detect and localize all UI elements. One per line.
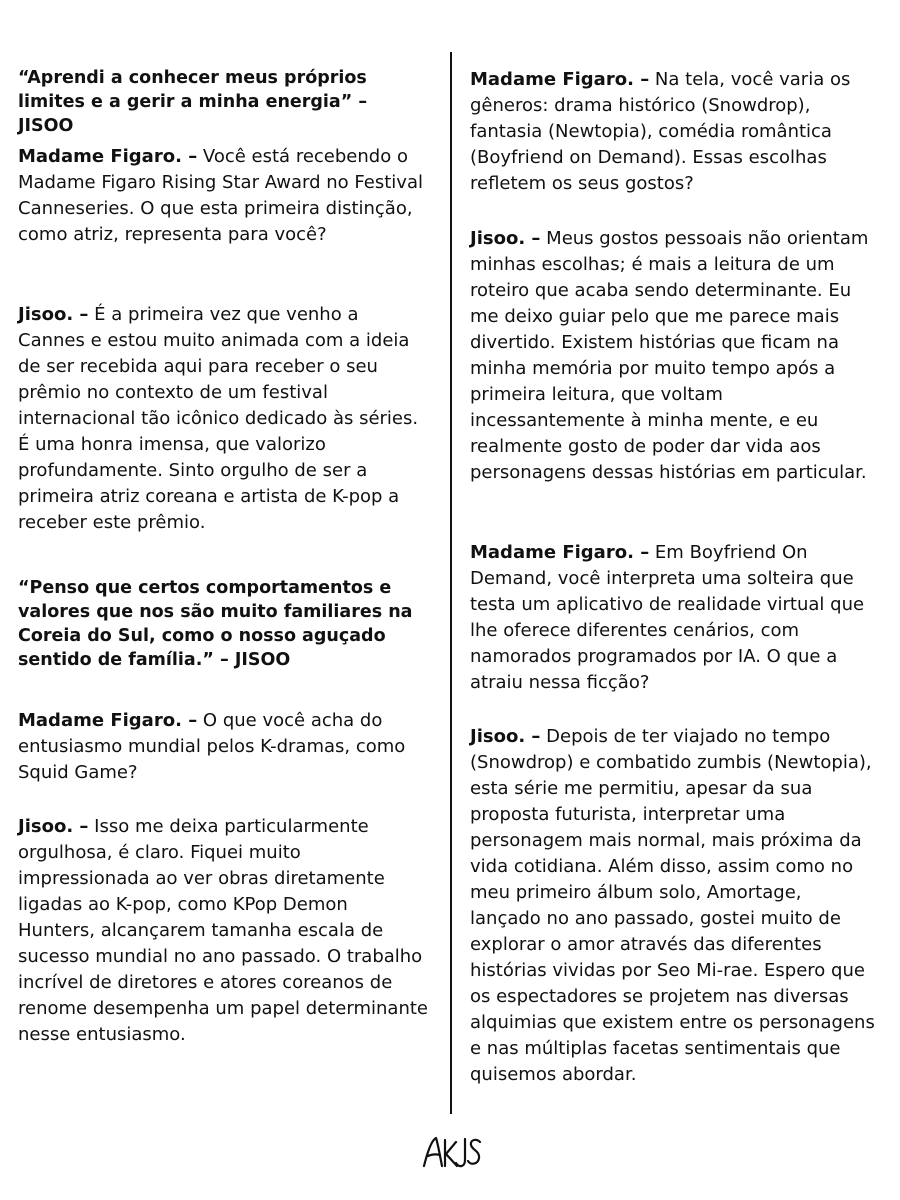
text-line: os espectadores se projetem nas diversas — [470, 986, 849, 1007]
text-line: minhas escolhas; é mais a leitura de um — [470, 254, 835, 275]
text-line: alquimias que existem entre os personagens — [470, 1012, 875, 1033]
question-genres — [470, 67, 850, 197]
text-line: Cannes e estou muito animada com a ideia — [18, 330, 410, 351]
text-line: vida cotidiana. Além disso, assim como no — [470, 856, 854, 877]
text-line: personagens dessas histórias em particular. — [470, 462, 867, 483]
text-line: como atriz, representa para você? — [18, 224, 327, 245]
answer-rising-star-award — [18, 302, 418, 536]
text-line: incessantemente à minha mente, e eu — [470, 410, 819, 431]
text-line: valores que nos são muito familiares na — [18, 602, 413, 622]
text-line: “Penso que certos comportamentos e — [18, 578, 392, 598]
text-line: Madame Figaro. – Você está recebendo o — [18, 146, 408, 167]
pull-quote-family — [18, 576, 413, 672]
text-line: (Boyfriend on Demand). Essas escolhas — [470, 147, 827, 168]
text-line: explorar o amor através das diferentes — [470, 934, 822, 955]
text-line: Madame Figaro. – Na tela, você varia os — [470, 69, 851, 90]
text-line: me deixo guiar pelo que me parece mais — [470, 306, 840, 327]
text-line: ligadas ao K-pop, como KPop Demon — [18, 894, 348, 915]
text-line: Coreia do Sul, como o nosso aguçado — [18, 626, 386, 646]
text-line: Canneseries. O que esta primeira distinção, — [18, 198, 413, 219]
question-kdramas — [18, 708, 405, 786]
text-line: Squid Game? — [18, 762, 138, 783]
answer-genres — [470, 226, 868, 486]
text-line: JISOO — [18, 116, 74, 136]
answer-kdramas — [18, 814, 428, 1048]
text-line: profundamente. Sinto orgulho de ser a — [18, 460, 368, 481]
text-line: (Snowdrop) e combatido zumbis (Newtopia), — [470, 752, 872, 773]
text-line: limites e a gerir a minha energia” – — [18, 92, 368, 112]
text-line: histórias vividas por Seo Mi-rae. Espero que — [470, 960, 865, 981]
text-line: sucesso mundial no ano passado. O trabalho — [18, 946, 423, 967]
text-line: Jisoo. – Depois de ter viajado no tempo — [470, 726, 831, 747]
text-line: “Aprendi a conhecer meus próprios — [18, 68, 367, 88]
text-line: sentido de família.” – JISOO — [18, 650, 291, 670]
text-line: atraiu nessa ficção? — [470, 672, 650, 693]
text-line: gêneros: drama histórico (Snowdrop), — [470, 95, 811, 116]
text-line: e nas múltiplas facetas sentimentais que — [470, 1038, 841, 1059]
text-line: refletem os seus gostos? — [470, 173, 694, 194]
answer-boyfriend-on-demand — [470, 724, 875, 1088]
text-line: receber este prêmio. — [18, 512, 206, 533]
text-line: primeira leitura, que voltam — [470, 384, 723, 405]
text-line: Demand, você interpreta uma solteira que — [470, 568, 854, 589]
text-line: nesse entusiasmo. — [18, 1024, 186, 1045]
text-line: entusiasmo mundial pelos K-dramas, como — [18, 736, 406, 757]
question-boyfriend-on-demand — [470, 540, 864, 696]
text-line: Jisoo. – É a primeira vez que venho a — [18, 304, 359, 325]
question-rising-star-award — [18, 144, 423, 248]
text-line: Jisoo. – Isso me deixa particularmente — [18, 816, 369, 837]
text-line: incrível de diretores e atores coreanos de — [18, 972, 393, 993]
text-line: personagem mais normal, mais próxima da — [470, 830, 862, 851]
text-line: orgulhosa, é claro. Fiquei muito — [18, 842, 301, 863]
pull-quote-energy — [18, 66, 367, 138]
column-divider — [450, 52, 452, 1114]
akjs-logo-icon — [418, 1130, 484, 1174]
text-line: de ser recebida aqui para receber o seu — [18, 356, 378, 377]
text-line: minha memória por muito tempo após a — [470, 358, 836, 379]
text-line: meu primeiro álbum solo, Amortage, — [470, 882, 802, 903]
text-line: internacional tão icônico dedicado às séries. — [18, 408, 419, 429]
text-line: prêmio no contexto de um festival — [18, 382, 328, 403]
text-line: Madame Figaro. – Em Boyfriend On — [470, 542, 808, 563]
text-line: roteiro que acaba sendo determinante. Eu — [470, 280, 852, 301]
text-line: lhe oferece diferentes cenários, com — [470, 620, 800, 641]
text-line: quisemos abordar. — [470, 1064, 637, 1085]
text-line: impressionada ao ver obras diretamente — [18, 868, 385, 889]
text-line: namorados programados por IA. O que a — [470, 646, 838, 667]
text-line: Madame Figaro. – O que você acha do — [18, 710, 383, 731]
text-line: proposta futurista, interpretar uma — [470, 804, 786, 825]
text-line: realmente gosto de poder dar vida aos — [470, 436, 821, 457]
text-line: Jisoo. – Meus gostos pessoais não orientam — [470, 228, 869, 249]
text-line: Hunters, alcançarem tamanha escala de — [18, 920, 384, 941]
text-line: lançado no ano passado, gostei muito de — [470, 908, 841, 929]
text-line: É uma honra imensa, que valorizo — [18, 434, 326, 455]
text-line: fantasia (Newtopia), comédia romântica — [470, 121, 832, 142]
text-line: esta série me permitiu, apesar da sua — [470, 778, 813, 799]
text-line: Madame Figaro Rising Star Award no Festival — [18, 172, 423, 193]
text-line: primeira atriz coreana e artista de K-pop a — [18, 486, 400, 507]
text-line: renome desempenha um papel determinante — [18, 998, 428, 1019]
text-line: divertido. Existem histórias que ficam na — [470, 332, 839, 353]
text-line: testa um aplicativo de realidade virtual que — [470, 594, 865, 615]
